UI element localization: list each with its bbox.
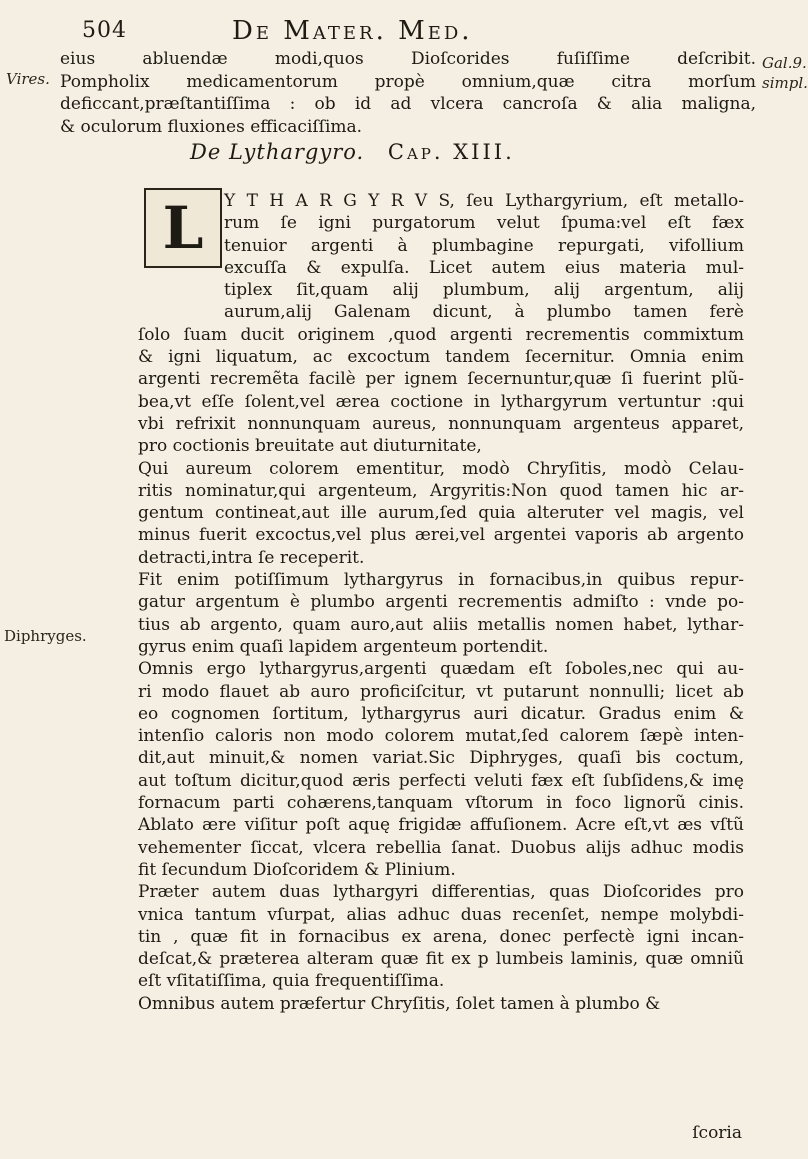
text-line: gyrus enim quaſi lapidem argenteum portendit. bbox=[138, 636, 549, 657]
text-line: ri modo flauet ab auro proficiſcitur, vt putarunt nonnulli; licet ab bbox=[138, 681, 744, 702]
text-line: detracti,intra ſe receperit. bbox=[138, 547, 365, 568]
initial-letter: L bbox=[162, 194, 204, 262]
text-line: argenti recremẽta facilè per ignem ſecernuntur,quæ ſi fuerint plũ- bbox=[138, 369, 744, 390]
text-line: vbi refrixit nonnunquam aureus, nonnunquam argenteus apparet, bbox=[138, 413, 744, 434]
text-line: minus fuerit excoctus,vel plus ærei,vel argentei vaporis ab argento bbox=[138, 525, 744, 546]
text-line: aut toſtum dicitur,quod æris perfecti veluti fæx eſt ſubſidens,& imę bbox=[138, 770, 744, 791]
indented-lines bbox=[138, 190, 744, 324]
text-line: Fit enim potiſſimum lythargyrus in fornacibus,in quibus repur- bbox=[138, 570, 744, 591]
text-line: tiplex ſit,quam alij plumbum, alij argentum, alij bbox=[224, 280, 744, 301]
text-line: Omnibus autem præfertur Chryſitis, ſolet tamen à plumbo & bbox=[138, 993, 661, 1014]
text-line: intenſio caloris non modo colorem mutat,ſed calorem ſæpè inten- bbox=[138, 726, 744, 747]
text-line: Ablato ære viſitur poſt aquę frigidæ affuſionem. Acre eſt,vt æs vſtũ bbox=[138, 815, 744, 836]
margin-note-galen: Gal.9. bbox=[762, 54, 807, 72]
text-line: fornacum parti cohærens,tanquam vſtorum in foco lignorũ cinis. bbox=[138, 793, 744, 814]
text-line: deficcant,præſtantiſſima : ob id ad vlcera cancroſa & alia maligna, bbox=[60, 94, 756, 114]
text-line: rum ſe igni purgatorum velut ſpuma:vel eſt fæx bbox=[224, 213, 744, 234]
text-line: fit ſecundum Dioſcoridem & Plinium. bbox=[138, 859, 456, 880]
text-line: vehementer ſiccat, vlcera rebellia ſanat. Duobus alijs adhuc modis bbox=[138, 837, 744, 858]
text-line: excuſſa & expulſa. Licet autem eius materia mul- bbox=[224, 257, 744, 278]
text-line: aurum,alij Galenam dicunt, à plumbo tamen ferè bbox=[224, 302, 744, 323]
text-line: vnica tantum vſurpat, alias adhuc duas recenſet, nempe molybdi- bbox=[138, 904, 744, 925]
text-line: pro coctionis breuitate aut diuturnitate, bbox=[138, 436, 482, 457]
text-line: eſt vſitatiſſima, quia frequentiſſima. bbox=[138, 971, 445, 992]
catchword: ſcoria bbox=[692, 1123, 742, 1143]
text-line: eo cognomen ſortitum, lythargyrus auri dicatur. Gradus enim & bbox=[138, 703, 744, 724]
chapter-number: Cap. XIII. bbox=[387, 140, 515, 164]
margin-note-simpl: simpl. bbox=[762, 74, 808, 92]
text-line: gatur argentum è plumbo argenti recrementis admiſto : vnde po- bbox=[138, 592, 744, 613]
text-line: deſcat,& præterea alteram quæ fit ex p lumbeis laminis, quæ omniũ bbox=[138, 949, 744, 970]
text-line: ritis nominatur,qui argenteum, Argyritis:Non quod tamen hic ar- bbox=[138, 480, 744, 501]
margin-note-diphryges: Diphryges. bbox=[4, 627, 87, 645]
chapter-body bbox=[138, 190, 744, 1015]
text-line: Qui aureum colorem ementitur, modò Chryſitis, modò Celau- bbox=[138, 458, 744, 479]
text-line: tenuior argenti à plumbagine repurgati, vifollium bbox=[224, 235, 744, 256]
text-line: Omnis ergo lythargyrus,argenti quædam eſt ſoboles,nec qui au- bbox=[138, 659, 744, 680]
text-line: & oculorum fluxiones efficaciſſima. bbox=[60, 116, 363, 137]
text-line: tius ab argento, quam auro,aut aliis metallis nomen habet, lythar- bbox=[138, 614, 744, 635]
chapter-title: De Lythargyro. bbox=[190, 140, 365, 164]
chapter-heading bbox=[190, 140, 515, 164]
running-head: De Mater. Med. bbox=[232, 16, 473, 46]
text-line: Pompholix medicamentorum propè omnium,quæ citra morſum bbox=[60, 71, 756, 92]
text-line: Y T H A R G Y R V S, ſeu Lythargyrium, eſt metallo- bbox=[224, 191, 744, 211]
text-line: dit,aut minuit,& nomen variat.Sic Diphryges, quaſi bis coctum, bbox=[138, 748, 744, 769]
text-line: bea,vt eſſe ſolent,vel ærea coctione in lythargyrum vertuntur :qui bbox=[138, 391, 744, 412]
text-line: tin , quæ fit in fornacibus ex arena, donec perfectè igni incan- bbox=[138, 926, 744, 947]
text-line: & igni liquatum, ac excoctum tandem ſecernitur. Omnia enim bbox=[138, 347, 744, 368]
text-line: eius abluendæ modi,quos Dioſcorides fuſiſſime deſcribit. bbox=[60, 49, 756, 69]
page-header bbox=[82, 18, 742, 48]
margin-note-vires: Vires. bbox=[6, 70, 50, 88]
page-number: 504 bbox=[82, 18, 127, 43]
text-line: Præter autem duas lythargyri differentias, quas Dioſcorides pro bbox=[138, 882, 744, 903]
body-lines bbox=[138, 324, 744, 1015]
text-line: gentum contineat,aut ille aurum,ſed quia alteruter vel magis, vel bbox=[138, 503, 744, 524]
text-line: ſolo ſuam ducit originem ,quod argenti recrementis commixtum bbox=[138, 324, 744, 345]
intro-text bbox=[60, 48, 756, 138]
